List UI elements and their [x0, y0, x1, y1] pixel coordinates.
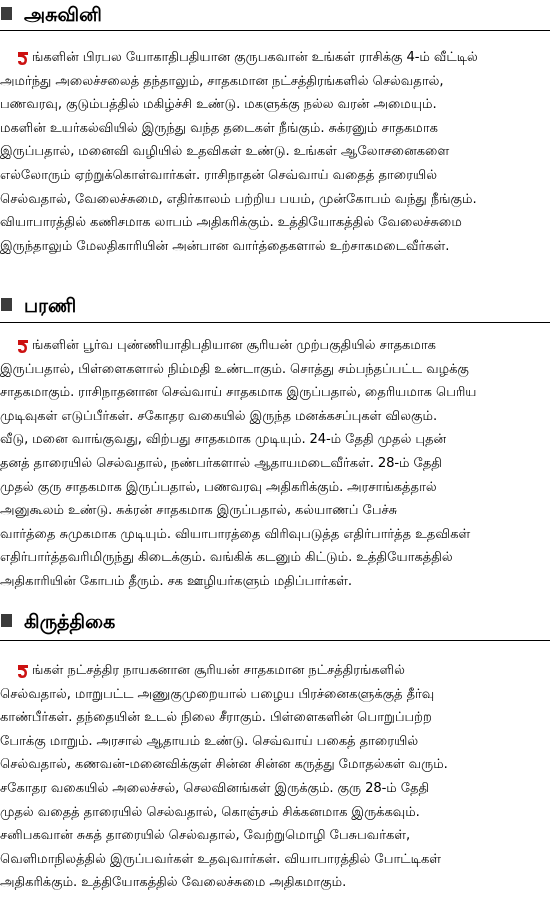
text-line: காண்பீர்கள். தந்தையின் உடல் நிலை சீராகும். பிள்ளைகளின் பொறுப்பற்ற	[0, 710, 432, 726]
text-line: சாதகமாகும். ராசிநாதனான செவ்வாய் சாதகமாக இருப்பதால், தைரியமாக பெரிய	[0, 385, 477, 401]
section-marker	[1, 298, 12, 311]
section-title: அசுவினி	[24, 4, 102, 26]
text-line: வெளிமாநிலத்தில் இருப்பவர்கள் உதவுவார்கள். வியாபாரத்தில் போட்டிகள்	[0, 851, 442, 867]
section-marker	[1, 614, 12, 627]
text-line: அதிகாரியின் கோபம் தீரும். சக ஊழியர்களும் மதிப்பார்கள்.	[0, 573, 352, 589]
text-line: ங்கள் நட்சத்திர நாயகனான சூரியன் சாதகமான நட்சத்திரங்களில்	[32, 663, 405, 678]
section-marker	[1, 7, 12, 20]
text-line: முதல் குரு சாதகமாக இருப்பதால், பணவரவு அதிகரிக்கும். அரசாங்கத்தால்	[0, 479, 437, 495]
text-line: இருந்தாலும் மேலதிகாரியின் அன்பான வார்த்தைகளால் உற்சாகமடைவீர்கள்.	[0, 238, 450, 254]
section-divider	[0, 640, 550, 641]
section-body	[0, 46, 550, 258]
section-title: பரணி	[24, 295, 77, 317]
text-line: பணவரவு, குடும்பத்தில் மகிழ்ச்சி உண்டு. மகளுக்கு நல்ல வரன் அமையும்.	[0, 97, 437, 113]
text-line: அனுகூலம் உண்டு. சுக்ரன் சாதகமாக இருப்பதால், கல்யாணப் பேச்சு	[0, 503, 398, 519]
text-line: எல்லோரும் ஏற்றுக்கொள்வார்கள். ராசிநாதன் செவ்வாய் வதைத் தாரையில்	[0, 167, 438, 183]
text-line: ங்களின் பிரபல யோகாதிபதியான குருபகவான் உங்கள் ராசிக்கு 4-ம் வீட்டில்	[32, 50, 478, 65]
dropcap-u-icon	[16, 662, 30, 680]
text-line: மகளின் உயர்கல்வியில் இருந்து வந்த தடைகள் நீங்கும். சுக்ரனும் சாதகமாக	[0, 120, 438, 136]
section-header	[0, 291, 550, 321]
text-line: வார்த்தை சுமுகமாக முடியும். வியாபாரத்தை விரிவுபடுத்த எதிர்பார்த்த உதவிகள்	[0, 526, 471, 542]
text-line: இருப்பதால், பிள்ளைகளால் நிம்மதி உண்டாகும். சொத்து சம்பந்தப்பட்ட வழக்கு	[0, 361, 469, 377]
section-bharani	[0, 291, 550, 589]
text-line: முதல் வதைத் தாரையில் செல்வதால், கொஞ்சம் சிக்கனமாக இருக்கவும்.	[0, 804, 420, 820]
section-divider	[0, 322, 550, 323]
text-line: அமர்ந்து அலைச்சலைத் தந்தாலும், சாதகமான நட்சத்திரங்களில் செல்வதால்,	[0, 73, 444, 89]
section-divider	[0, 30, 550, 31]
text-line: சகோதர வகையில் அலைச்சல், செலவினங்கள் இருக்கும். குரு 28-ம் தேதி	[0, 780, 430, 796]
text-line: செல்வதால், கணவன்-மனைவிக்குள் சின்ன சின்ன கருத்து மோதல்கள் வரும்.	[0, 757, 448, 773]
text-line: சனிபகவான் சுகத் தாரையில் செல்வதால், வேற்றுமொழி பேசுபவர்கள்,	[0, 828, 411, 844]
text-line: வியாபாரத்தில் கணிசமாக லாபம் அதிகரிக்கும். உத்தியோகத்தில் வேலைச்சுமை	[0, 215, 462, 231]
dropcap-u-icon	[16, 337, 30, 355]
text-line: தனத் தாரையில் செல்வதால், நண்பர்களால் ஆதாயமடைவீர்கள். 28-ம் தேதி	[0, 455, 442, 471]
section-aswini	[0, 0, 550, 254]
section-title: கிருத்திகை	[24, 611, 116, 633]
text-line: எதிர்பார்த்தவரிமிருந்து கிடைக்கும். வங்கிக் கடனும் கிட்டும். உத்தியோகத்தில்	[0, 550, 453, 566]
text-line: இருப்பதால், மனைவி வழியில் உதவிகள் உண்டு. உங்கள் ஆலோசனைகளை	[0, 144, 450, 160]
text-line: செல்வதால், மாறுபட்ட அணுகுமுறையால் பழைய பிரச்னைகளுக்குத் தீர்வு	[0, 686, 435, 702]
section-header	[0, 0, 550, 30]
text-line: செல்வதால், வேலைச்சுமை, எதிர்காலம் பற்றிய பயம், முன்கோபம் வந்து நீங்கும்.	[0, 191, 477, 207]
text-line: வீடு, மனை வாங்குவது, விற்பது சாதகமாக முடியும். 24-ம் தேதி முதல் புதன்	[0, 432, 447, 448]
section-body	[0, 334, 550, 594]
text-line: அதிகரிக்கும். உத்தியோகத்தில் வேலைச்சுமை அதிகமாகும்.	[0, 875, 347, 891]
text-line: போக்கு மாறும். அரசால் ஆதாயம் உண்டு. செவ்வாய் பகைத் தாரையில்	[0, 733, 419, 749]
text-line: ங்களின் பூர்வ புண்ணியாதிபதியான சூரியன் முற்பகுதியில் சாதகமாக	[32, 338, 436, 353]
text-line: முடிவுகள் எடுப்பீர்கள். சகோதர வகையில் இருந்த மனக்கசப்புகள் விலகும்.	[0, 408, 438, 424]
section-body	[0, 659, 550, 895]
section-header	[0, 607, 550, 637]
dropcap-u-icon	[16, 49, 30, 67]
section-krithigai	[0, 607, 550, 891]
